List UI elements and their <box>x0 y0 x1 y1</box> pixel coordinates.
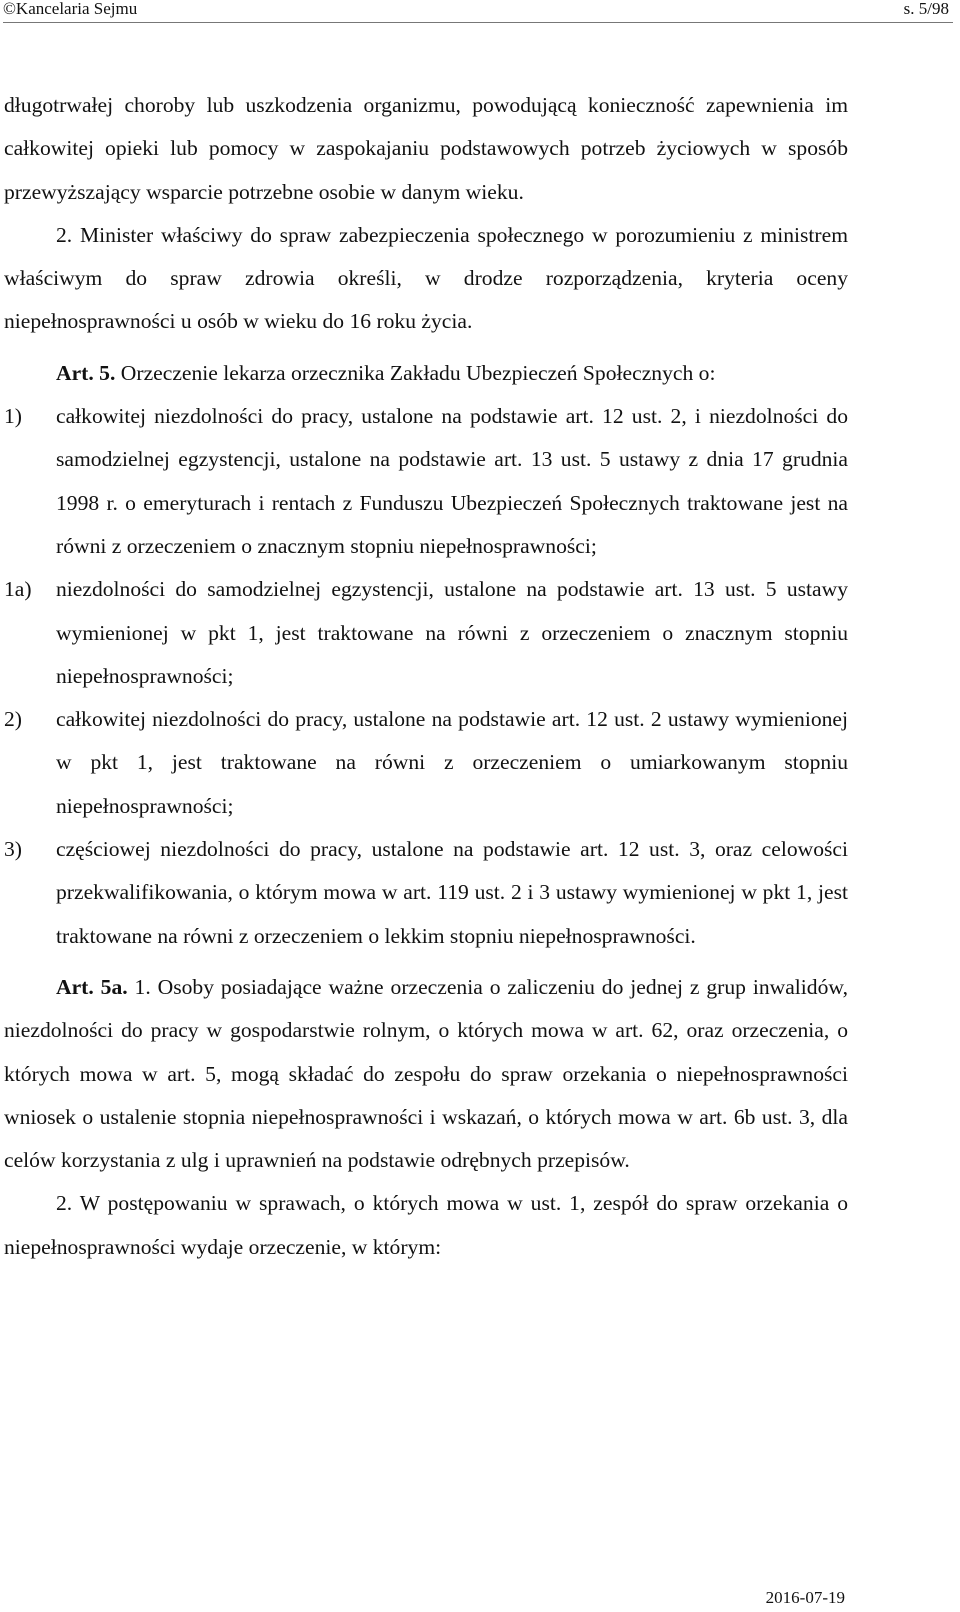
list-item <box>4 698 848 828</box>
article-5a-paragraph-2: 2. W postępowaniu w sprawach, o których mowa w ust. 1, zespół do spraw orzekania o niepełnosprawności wydaje orzeczenie, w którym: <box>4 1191 848 1259</box>
article-5-label: Art. 5. <box>56 360 116 385</box>
paragraph-2: 2. Minister właściwy do spraw zabezpieczenia społecznego w porozumieniu z ministrem właściwym do spraw zdrowia określi, w drodze rozporządzenia, kryteria oceny niepełnosprawności u osób w wieku do 16 roku życia. <box>4 222 848 334</box>
point-text: częściowej niezdolności do pracy, ustalone na podstawie art. 12 ust. 3, oraz celowości przekwalifikowania, o którym mowa w art. 119 ust. 2 i 3 ustawy wymienionej w pkt 1, jest traktowane na równi z orzeczeniem o lekkim stopniu niepełnosprawności. <box>56 837 848 948</box>
point-number: 1) <box>4 404 22 429</box>
point-number: 2) <box>4 707 22 732</box>
header-copyright: ©Kancelaria Sejmu <box>3 0 138 18</box>
article-5a-label: Art. 5a. <box>56 974 128 999</box>
article-5-text: Orzeczenie lekarza orzecznika Zakładu Ubezpieczeń Społecznych o: <box>120 360 716 385</box>
list-item <box>4 395 848 568</box>
paragraph-continuation: długotrwałej choroby lub uszkodzenia organizmu, powodującą konieczność zapewnienia im całkowitej opieki lub pomocy w zaspokajaniu podstawowych potrzeb życiowych w sposób przewyższający wsparcie potrzebne osobie w danym wieku. <box>4 93 848 204</box>
list-item <box>4 828 848 958</box>
article-5a-text: 1. Osoby posiadające ważne orzeczenia o zaliczeniu do jednej z grup inwalidów, niezdolności do pracy w gospodarstwie rolnym, o których mowa w art. 62, oraz orzeczenia, o których mowa w art. 5, mogą składać do zespołu do spraw orzekania o niepełnosprawności wniosek o ustalenie stopnia niepełnosprawności i wskazań, o których mowa w art. 6b ust. 3, dla celów korzystania z ulg i uprawnień na podstawie odrębnych przepisów. <box>4 974 848 1173</box>
point-text: niezdolności do samodzielnej egzystencji, ustalone na podstawie art. 13 ust. 5 ustawy wymienionej w pkt 1, jest traktowane na równi z orzeczeniem o znacznym stopniu niepełnosprawności; <box>56 577 848 688</box>
article-5 <box>4 352 848 395</box>
point-text: całkowitej niezdolności do pracy, ustalone na podstawie art. 12 ust. 2, i niezdolności do samodzielnej egzystencji, ustalone na podstawie art. 13 ust. 5 ustawy z dnia 17 grudnia 1998 r. o emeryturach i rentach z Funduszu Ubezpieczeń Społecznych traktowane jest na równi z orzeczeniem o znacznym stopniu niepełnosprawności; <box>56 404 848 558</box>
point-number: 3) <box>4 837 22 862</box>
point-number: 1a) <box>4 577 32 602</box>
document-body <box>4 84 848 1269</box>
article-5a <box>4 966 848 1182</box>
header-page-number: s. 5/98 <box>903 0 949 18</box>
list-item <box>4 568 848 698</box>
page-header <box>0 0 960 20</box>
header-rule <box>3 22 953 23</box>
point-text: całkowitej niezdolności do pracy, ustalone na podstawie art. 12 ust. 2 ustawy wymienionej w pkt 1, jest traktowane na równi z orzeczeniem o umiarkowanym stopniu niepełnosprawności; <box>56 707 848 818</box>
footer-date: 2016-07-19 <box>765 1588 845 1607</box>
